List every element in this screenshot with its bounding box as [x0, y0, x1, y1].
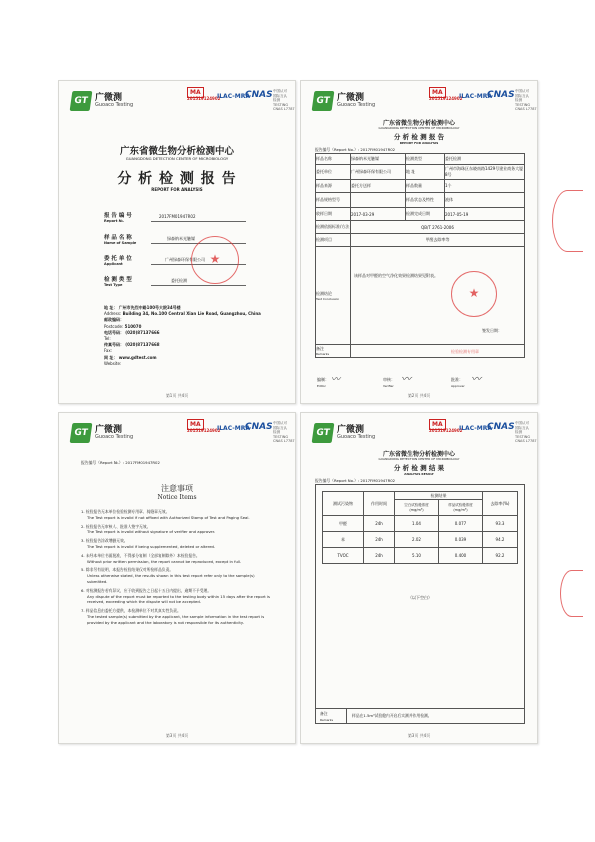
- editor-signature: 〰: [331, 375, 341, 385]
- brand-name: 广微测: [95, 425, 123, 435]
- report-title: 分 析 检 测 报 告: [393, 133, 445, 141]
- page-number: 第2页 共4页: [407, 393, 431, 398]
- table-row: TVOC 24h 5.10 0.400 92.2: [323, 548, 518, 564]
- cell-label: 检测完成日期: [406, 208, 445, 221]
- cell-label: 备注 Remarks: [316, 345, 351, 358]
- approver-label: 批准： Approver: [451, 377, 465, 388]
- ilac-mra-mark: ILAC-MRA: [217, 93, 250, 100]
- report-title: 分 析 检 测 报 告: [117, 171, 237, 187]
- center-name: 广东省微生物分析检测中心: [382, 451, 455, 458]
- brand-name-en: Guoaco Testing: [337, 434, 376, 440]
- page-header: [301, 81, 537, 115]
- cell-label: 样品规格型号: [316, 193, 351, 208]
- page-number: 第1页 共4页: [165, 393, 189, 398]
- field-underline: [151, 221, 246, 222]
- notice-title-en: Notice Items: [157, 494, 197, 501]
- report-title-en: REPORT FOR ANALYSIS: [399, 141, 439, 145]
- cnas-mark: CNAS: [245, 422, 273, 432]
- cma-mark: MA 201519124902: [187, 421, 221, 433]
- notice-item-en: The Test report is invalid if not affixed with Authorized Stamp of Test and Paging Seal.: [87, 514, 250, 520]
- report-number: 报告编号（Report №.）: 2017FM01947R02: [81, 460, 160, 465]
- verifier-signature: 〰: [401, 374, 411, 385]
- ilac-mra-mark: ILAC-MRA: [459, 425, 492, 432]
- cell-label: 样品数量: [406, 180, 445, 193]
- notice-item-en: Without prior written permission, the report cannot be reproduced, except in full.: [87, 558, 242, 564]
- cell-label: 检测项目: [316, 234, 351, 247]
- page-number: 第3页 共4页: [407, 733, 431, 738]
- company-logo-icon: GT: [312, 423, 335, 443]
- remark-cell: [351, 345, 525, 358]
- notice-list: [81, 509, 273, 626]
- field-label-en: Report №.: [104, 219, 125, 223]
- cell-value: 广州绿森环保有限公司: [351, 165, 406, 180]
- remark-divider: [346, 709, 347, 723]
- cell-label: 检测结论 Test Conclusion: [316, 247, 351, 345]
- company-logo-icon: GT: [70, 423, 93, 443]
- field-value: 委托检测: [171, 278, 187, 283]
- cell-value: 委托方送样: [351, 180, 406, 193]
- report-page-notice: [58, 412, 296, 744]
- approver-signature: 〰: [471, 374, 481, 385]
- official-stamp: ★: [191, 236, 239, 284]
- remark-label: 备注 Remarks: [320, 711, 334, 722]
- cnas-number: 中国认可 国际互认 检测 TESTING CNAS L7787: [273, 421, 295, 443]
- cell-value: 2017-03-29: [351, 208, 406, 221]
- cell-label: 样品来源: [316, 180, 351, 193]
- verifier-label: 审核： Verifier: [383, 377, 395, 388]
- notice-item: 2. 检验报告无审核人、批准人签字无效。: [81, 523, 151, 529]
- cnas-number: 中国认可 国际互认 检测 TESTING CNAS L7787: [515, 89, 537, 111]
- cell-value: 2017-05-19: [445, 208, 525, 221]
- cell-label: 样品名称: [316, 154, 351, 165]
- company-logo-icon: GT: [70, 91, 93, 111]
- column-subheader: 样品试验舱浓度 (mg/m³): [439, 500, 483, 516]
- notice-item-en: Unless otherwise stated, the results shown in this test report refer only to the sample(s) submitted.: [87, 573, 255, 584]
- notice-item: 3. 检验报告涂改增删无效。: [81, 538, 128, 544]
- notice-item: 5. 除非另有说明，本报告检验结果仅对所检样品负责。: [81, 567, 174, 573]
- cell-value: [351, 193, 406, 208]
- cell-value: 甲醛去除率等: [351, 234, 525, 247]
- ilac-mra-mark: ILAC-MRA: [459, 93, 492, 100]
- cell-value: 绿森纳米光触媒: [351, 154, 406, 165]
- cell-label: 收样日期: [316, 208, 351, 221]
- field-underline: [151, 285, 246, 286]
- center-name: 广东省微生物分析检测中心: [119, 146, 234, 157]
- results-title: 分 析 检 测 结 果: [393, 464, 445, 472]
- center-name-en: GUANGDONG DETECTION CENTER OF MICROBIOLOGY: [125, 156, 229, 161]
- summary-table: [315, 153, 525, 358]
- cma-mark: MA 201519124902: [429, 89, 463, 101]
- cell-value: 广州市海珠区东晓南路1429号建业商务大厦8号: [445, 165, 525, 180]
- field-label-en: Test Type: [104, 283, 123, 287]
- cell-value: 1个: [445, 180, 525, 193]
- brand-name: 广微测: [337, 425, 365, 435]
- notice-title: 注意事项: [161, 484, 193, 493]
- cnas-number: 中国认可 国际互认 检测 TESTING CNAS L7787: [515, 421, 537, 443]
- column-header: 去除率(%): [483, 492, 518, 516]
- center-name: 广东省微生物分析检测中心: [382, 120, 455, 127]
- conclusion-cell: [351, 247, 525, 345]
- conclusion-text: 该样品对甲醛的空气净化效果检测结果见附表。: [354, 273, 438, 278]
- cell-label: 地 址: [406, 165, 445, 180]
- field-value: 2017FM01947R02: [159, 214, 196, 219]
- brand-name: 广微测: [95, 93, 123, 103]
- report-page-results: [300, 412, 538, 744]
- report-number: 报告编号（Report No.）: 2017FM01947R02: [315, 478, 396, 483]
- official-stamp: ★: [451, 271, 497, 317]
- issue-date-label: 签发日期：: [482, 328, 502, 333]
- notice-item: 4. 未经本单位书面批准，不得部分复制（全部复制除外）本检验报告。: [81, 552, 200, 558]
- cnas-mark: CNAS: [487, 90, 515, 100]
- page-number: 第3页 共4页: [165, 733, 189, 738]
- results-frame: [315, 484, 525, 724]
- brand-name-en: Guoaco Testing: [337, 102, 376, 108]
- center-name-en: GUANGDONG DETECTION CENTER OF MICROBIOLOGY: [378, 457, 460, 461]
- report-title-en: REPORT FOR ANALYSIS: [151, 187, 203, 192]
- table-row: 苯 24h 2.02 0.039 94.2: [323, 532, 518, 548]
- cell-label: 检测依据标准/方法: [316, 221, 351, 234]
- page-header: [59, 81, 295, 115]
- cell-label: 样品状态及特性: [406, 193, 445, 208]
- cell-label: 委托单位: [316, 165, 351, 180]
- field-label: 委 托 单 位: [104, 256, 132, 262]
- notice-item: 7. 样品信息由委托方提供，本检测单位不对其真实性负责。: [81, 608, 181, 614]
- contact-block: 地 址： 广州市先烈中路100号大院34号楼 Address: Building 34, No.100 Central Xian Lie Road, Guangzhou, China 邮政编码： Postcode: 510070 电话号码： (020)87137666 Tel: 传真号码： (020)87137668 Fax: 网 址： www.gdtest.com Website:: [104, 305, 261, 366]
- notice-item-en: Any dispute of the report must be reported to the testing body within 15 days after the report is received, exceeding which the dispute will not be accepted.: [87, 593, 270, 605]
- cnas-number: 中国认可 国际互认 检测 TESTING CNAS L7787: [273, 89, 295, 111]
- editor-label: 编制： Editor: [317, 377, 329, 388]
- field-value: 绿森纳米光触媒: [167, 236, 195, 241]
- cnas-mark: CNAS: [487, 422, 515, 432]
- brand-name-en: Guoaco Testing: [95, 434, 134, 440]
- brand-name-en: Guoaco Testing: [95, 102, 134, 108]
- cell-value: 委托检测: [445, 154, 525, 165]
- page-header: [59, 413, 295, 447]
- field-label: 报 告 编 号: [104, 213, 132, 219]
- notice-item: 1. 检验报告无本单位检验检测专用章、骑缝章无效。: [81, 509, 170, 514]
- notice-item-en: The Test report is invalid if being supplemented, deleted or altered.: [87, 543, 216, 549]
- column-header: 测试污染物: [323, 492, 364, 516]
- results-table: [322, 491, 518, 564]
- cma-mark: MA 201519124902: [187, 89, 221, 101]
- notice-item-en: The Test report is invalid without signature of verifier and approver.: [87, 529, 216, 535]
- notice-item-en: The tested sample(s) submitted by the applicant, the sample information in the test report is provided by the applicant and the laboratory is not responsible for its authenticity.: [87, 613, 265, 625]
- page-header: [301, 413, 537, 447]
- brand-name: 广微测: [337, 93, 365, 103]
- cell-label: 检测类型: [406, 154, 445, 165]
- field-value: 广州绿森环保有限公司: [165, 257, 205, 262]
- remark-text: 样品在1.5m³试验舱内开启后实测并作用检测。: [352, 713, 432, 718]
- column-header: 作用时间: [364, 492, 395, 516]
- notice-item: 6. 对检测报告若有异议，应于收到报告之日起十五日内提出，逾期不予受理。: [81, 587, 212, 593]
- report-page-cover: [58, 80, 296, 404]
- field-label: 样 品 名 称: [104, 235, 132, 241]
- company-logo-icon: GT: [312, 91, 335, 111]
- seam-stamp: [552, 190, 583, 252]
- column-header: 检测结果: [395, 492, 483, 500]
- cnas-mark: CNAS: [245, 90, 273, 100]
- column-subheader: 空白试验舱浓度 (mg/m³): [395, 500, 439, 516]
- blank-note: （以下空白）: [408, 595, 432, 600]
- report-number: 报告编号（Report No.）: 2017FM01947R02: [315, 147, 396, 152]
- remark-row: [316, 708, 524, 723]
- report-page-summary: [300, 80, 538, 404]
- cell-value: 液体: [445, 193, 525, 208]
- results-title-en: ANALYSIS RESULT: [404, 472, 434, 476]
- stamp-caption: 检验检测专用章: [451, 349, 479, 354]
- field-label-en: Applicant: [104, 262, 123, 266]
- seam-stamp: [560, 570, 583, 617]
- ilac-mra-mark: ILAC-MRA: [217, 425, 250, 432]
- cell-value: QB/T 2761-2006: [351, 221, 525, 234]
- table-row: 甲醛 24h 1.04 0.077 93.3: [323, 516, 518, 532]
- center-name-en: GUANGDONG DETECTION CENTER OF MICROBIOLOGY: [378, 126, 460, 130]
- field-label-en: Name of Sample: [104, 241, 137, 245]
- field-label: 检 测 类 型: [104, 277, 132, 283]
- cma-mark: MA 201519124902: [429, 421, 463, 433]
